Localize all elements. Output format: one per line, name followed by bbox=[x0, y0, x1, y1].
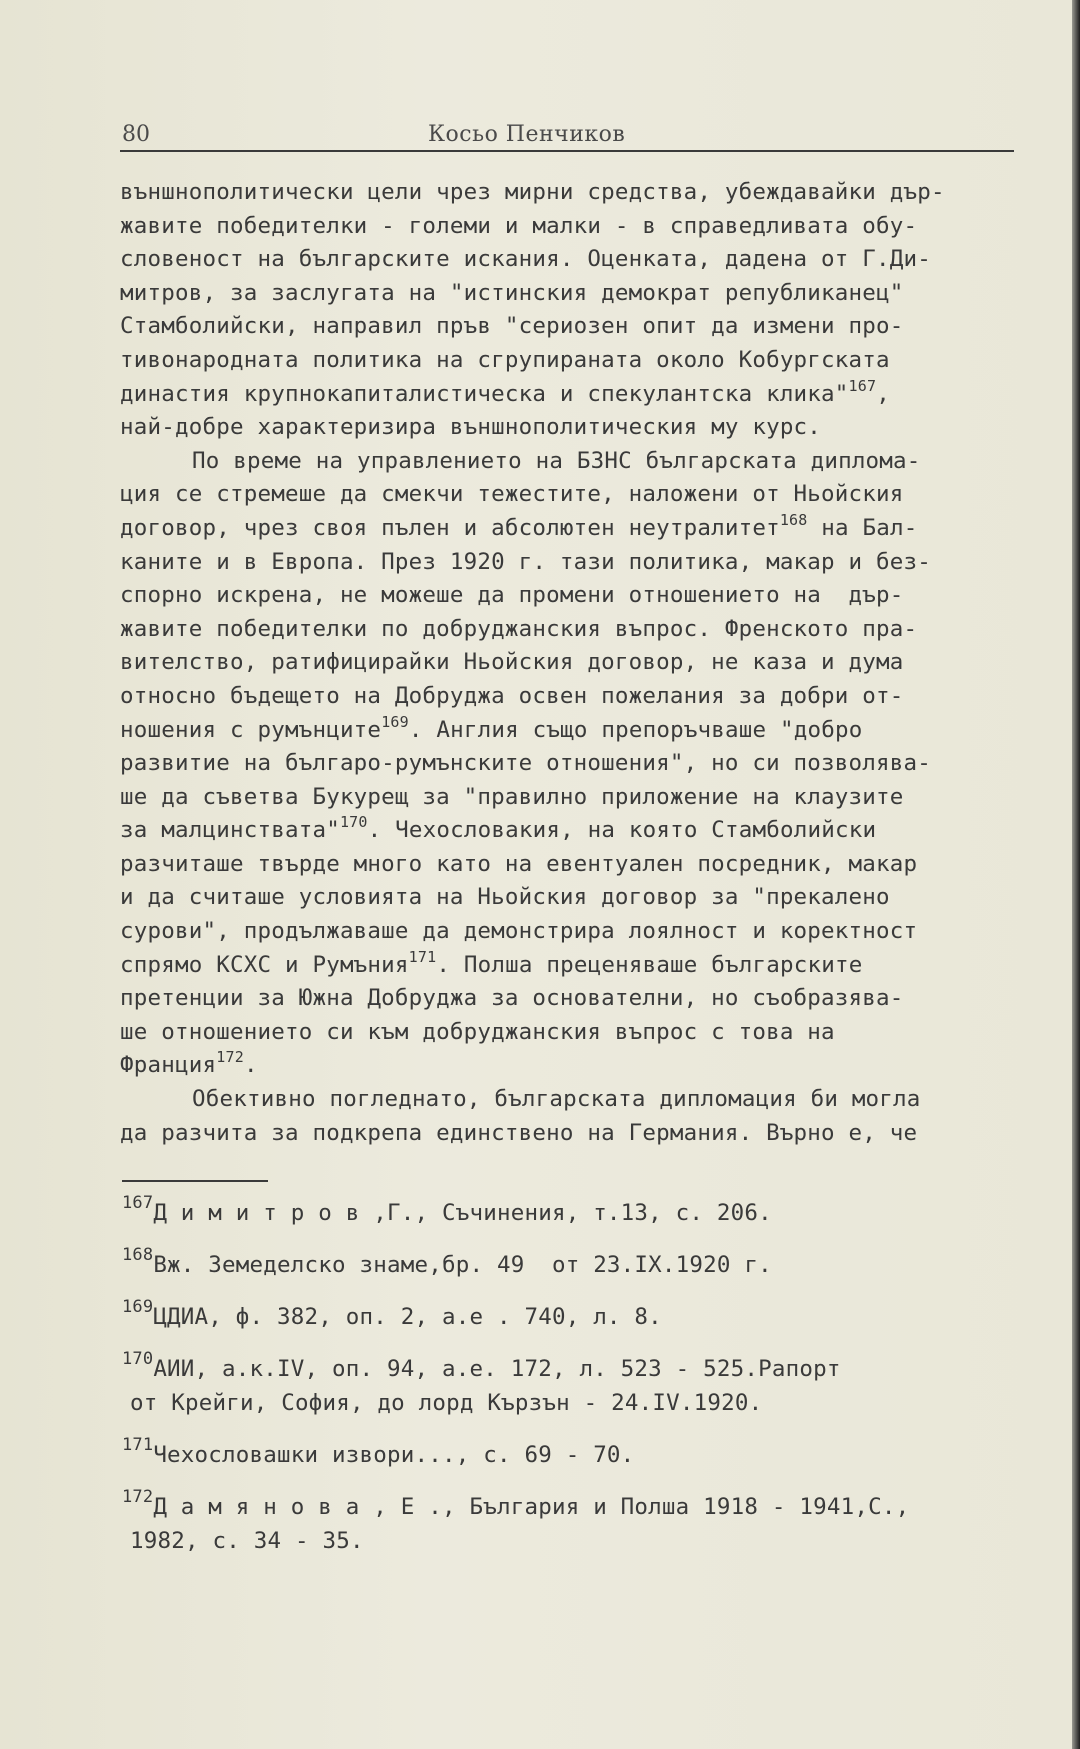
text-line: сурови", продължаваше да демонстрира лоялност и коректност bbox=[120, 918, 918, 945]
footnote-item: $^{172}$Д а м я н о в а , Е ., България и Полша 1918 - 1941,С., 1982, с. 34 - 35. bbox=[122, 1487, 910, 1554]
text-line: словеност на българските искания. Оценката, дадена от Г.Ди- bbox=[120, 246, 932, 273]
footnote-number: 169 bbox=[122, 1297, 154, 1317]
footnote-number: 168 bbox=[122, 1245, 154, 1265]
text-line: най-добре характеризира външнополитическия му курс. bbox=[120, 414, 822, 441]
text-line: Франция$^{172}$. bbox=[120, 1048, 258, 1079]
footnote-ref: 167 bbox=[848, 376, 877, 395]
text-line: ношения с румънците$^{169}$. Англия също препоръчваше "добро bbox=[120, 712, 863, 743]
footnote-ref: 171 bbox=[408, 947, 437, 966]
text-line: династия крупнокапиталистическа и спекулантска клика"$^{167}$, bbox=[120, 376, 890, 407]
footnote-item: $^{169}$ЦДИА, ф. 382, оп. 2, а.е . 740, л. 8. bbox=[122, 1297, 662, 1330]
header-rule bbox=[120, 150, 1014, 152]
text-line: жавите победителки - големи и малки - в справедливата обу- bbox=[120, 212, 918, 239]
text-line: развитие на българо-румънските отношения", но си позволява- bbox=[120, 750, 932, 777]
text-line: относно бъдещето на Добруджа освен пожелания за добри от- bbox=[120, 682, 904, 709]
text-line: каните и в Европа. През 1920 г. тази политика, макар и без- bbox=[120, 548, 932, 575]
footnote-number: 171 bbox=[122, 1435, 154, 1455]
text-line: Стамболийски, направил пръв "сериозен опит да измени про- bbox=[120, 313, 904, 340]
footnotes bbox=[122, 1193, 1022, 1576]
text-line: ше да съветва Букурещ за "правилно приложение на клаузите bbox=[120, 783, 904, 810]
footnote-ref: 169 bbox=[381, 712, 409, 731]
text-line: и да считаше условията на Ньойския договор за "прекалено bbox=[120, 884, 890, 911]
footnote-item: $^{171}$Чехословашки извори..., с. 69 - 70. bbox=[122, 1435, 635, 1468]
text-line: да разчита за подкрепа единствено на Германия. Върно е, че bbox=[120, 1119, 918, 1146]
body-text bbox=[120, 176, 1020, 1150]
text-line: външнополитически цели чрез мирни средства, убеждавайки дър- bbox=[120, 179, 945, 205]
text-line: Обективно погледнато, българската дипломация би могла bbox=[192, 1086, 921, 1113]
text-line: за малцинствата"$^{170}$. Чехословакия, на която Стамболийски bbox=[120, 813, 877, 844]
footnote-ref: 168 bbox=[779, 510, 808, 529]
text-line: митров, за заслугата на "истинския демократ републиканец" bbox=[120, 279, 904, 306]
text-line: жавите победителки по добруджанския въпрос. Френското пра- bbox=[120, 615, 918, 642]
text-line: спрямо КСХС и Румъния$^{171}$. Полша преценяваше българските bbox=[120, 947, 863, 978]
footnote-ref: 172 bbox=[216, 1048, 244, 1067]
text-line: спорно искрена, не можеше да промени отношението на дър- bbox=[120, 582, 904, 609]
text-line: тивонародната политика на сгрупираната около Кобургската bbox=[120, 346, 890, 373]
text-line: разчиташе твърде много като на евентуален посредник, макар bbox=[120, 850, 918, 877]
footnote-ref: 170 bbox=[339, 813, 368, 832]
text-line: вителство, ратифицирайки Ньойския договор, не каза и дума bbox=[120, 649, 904, 676]
text-line: претенции за Южна Добруджа за основателни, но съобразява- bbox=[120, 985, 904, 1012]
footnote-number: 170 bbox=[122, 1349, 154, 1369]
footnote-number: 172 bbox=[122, 1487, 154, 1507]
footnote-item: $^{170}$АИИ, а.к.IV, оп. 94, а.е. 172, л. 523 - 525.Рапорт от Крейги, София, до лорд Кързън - 24.IV.1920. bbox=[122, 1349, 841, 1416]
page-number: 80 bbox=[122, 122, 150, 147]
text-line: ше отношението си към добруджанския въпрос с това на bbox=[120, 1018, 835, 1045]
footnote-item: $^{167}$Д и м и т р о в ,Г., Съчинения, т.13, с. 206. bbox=[122, 1193, 772, 1226]
text-line: По време на управлението на БЗНС българската диплома- bbox=[192, 447, 921, 474]
page-edge-shadow bbox=[1072, 0, 1080, 1749]
text-line: договор, чрез своя пълен и абсолютен неутралитет$^{168}$ на Бал- bbox=[120, 510, 918, 541]
text-line: ция се стремеше да смекчи тежестите, наложени от Ньойския bbox=[120, 481, 904, 508]
footnote-item: $^{168}$Вж. Земеделско знаме,бр. 49 от 23.IX.1920 г. bbox=[122, 1245, 772, 1278]
footnote-number: 167 bbox=[122, 1193, 154, 1213]
running-head-author: Косьо Пенчиков bbox=[428, 122, 626, 147]
footnote-separator bbox=[122, 1180, 268, 1182]
